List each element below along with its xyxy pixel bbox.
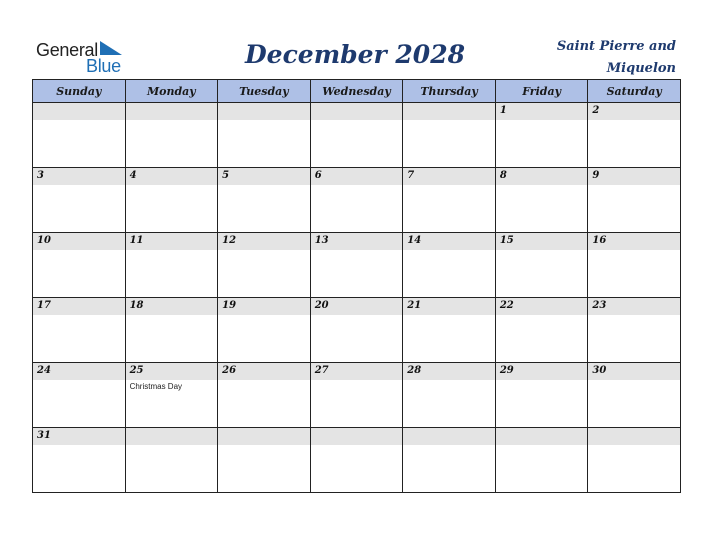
day-header-band [311, 428, 403, 445]
day-cell [588, 428, 681, 493]
day-cell [218, 168, 311, 233]
day-number: 12 [222, 235, 237, 246]
day-number: 24 [37, 365, 51, 376]
day-number: 3 [37, 170, 44, 181]
day-cell [218, 103, 311, 168]
day-cell [588, 233, 681, 298]
day-cell [310, 233, 403, 298]
day-cell [33, 168, 126, 233]
weekday-header: Wednesday [310, 80, 403, 103]
logo-text-blue: Blue [86, 56, 121, 76]
day-number: 25 [129, 365, 144, 376]
day-number: 27 [314, 365, 329, 376]
day-cell [125, 428, 218, 493]
day-number: 17 [37, 300, 51, 311]
day-number: 14 [407, 235, 422, 246]
day-cell [403, 103, 496, 168]
day-header-band [126, 103, 218, 120]
day-cell [125, 103, 218, 168]
day-cell [218, 428, 311, 493]
day-header-band [311, 103, 403, 120]
day-header-band [33, 103, 125, 120]
day-cell [495, 233, 588, 298]
day-number: 11 [129, 235, 144, 246]
day-header-band [496, 168, 588, 185]
day-cell [588, 363, 681, 428]
day-header-band [403, 103, 495, 120]
day-number: 8 [499, 170, 507, 181]
week-row [33, 233, 681, 298]
day-cell [495, 363, 588, 428]
day-cell [310, 168, 403, 233]
day-cell [495, 168, 588, 233]
day-number: 28 [407, 365, 422, 376]
day-cell [33, 363, 126, 428]
day-number: 6 [314, 170, 322, 181]
day-number: 31 [37, 430, 51, 441]
weekday-header: Monday [125, 80, 218, 103]
day-number: 29 [499, 365, 514, 376]
day-number: 7 [407, 170, 415, 181]
day-header-band [218, 428, 310, 445]
holiday-label: Christmas Day [129, 382, 183, 391]
weekday-header: Friday [495, 80, 588, 103]
day-cell [495, 103, 588, 168]
day-header-band [588, 428, 680, 445]
day-header-band [403, 428, 495, 445]
day-number: 4 [129, 170, 137, 181]
day-number: 21 [407, 300, 422, 311]
region-name: Saint Pierre and Miquelon [556, 39, 676, 76]
day-header-band [33, 168, 125, 185]
day-number: 10 [37, 235, 51, 246]
logo-text-general: General [36, 40, 98, 60]
day-cell [218, 298, 311, 363]
week-row [33, 363, 681, 428]
day-header-band [126, 168, 218, 185]
day-cell [33, 233, 126, 298]
week-row [33, 428, 681, 493]
day-cell [125, 168, 218, 233]
calendar-title: December 2028 [244, 40, 465, 69]
day-header-band [588, 103, 680, 120]
day-number: 15 [499, 235, 514, 246]
weekday-header: Saturday [588, 80, 681, 103]
day-cell [588, 168, 681, 233]
day-cell [495, 298, 588, 363]
weekday-header: Thursday [403, 80, 496, 103]
day-cell [218, 363, 311, 428]
day-cell [403, 363, 496, 428]
day-number: 5 [222, 170, 230, 181]
day-number: 23 [592, 300, 607, 311]
day-header-band [403, 168, 495, 185]
day-cell [310, 103, 403, 168]
day-header-band [496, 103, 588, 120]
week-row [33, 298, 681, 363]
day-cell [218, 233, 311, 298]
day-header-band [126, 428, 218, 445]
logo-triangle-icon [100, 41, 122, 55]
day-cell [403, 233, 496, 298]
day-cell [125, 298, 218, 363]
day-header-band [496, 428, 588, 445]
day-cell [310, 298, 403, 363]
day-number: 20 [314, 300, 329, 311]
day-header-band [588, 168, 680, 185]
day-cell [125, 233, 218, 298]
day-cell [33, 103, 126, 168]
day-cell [403, 298, 496, 363]
day-header-band [218, 168, 310, 185]
day-cell [403, 428, 496, 493]
day-number: 22 [499, 300, 514, 311]
day-cell [33, 428, 126, 493]
day-cell [403, 168, 496, 233]
weekday-header: Tuesday [218, 80, 311, 103]
brand-logo [36, 40, 136, 76]
day-header-band [218, 103, 310, 120]
day-cell [588, 298, 681, 363]
weekday-header-row [33, 80, 681, 103]
day-cell [588, 103, 681, 168]
day-cell [125, 363, 218, 428]
week-row [33, 103, 681, 168]
week-row [33, 168, 681, 233]
day-number: 26 [222, 365, 237, 376]
day-cell [310, 428, 403, 493]
weekday-header: Sunday [33, 80, 126, 103]
day-number: 18 [129, 300, 144, 311]
day-number: 19 [222, 300, 237, 311]
day-number: 1 [499, 105, 507, 116]
calendar-grid [32, 79, 681, 493]
day-cell [33, 298, 126, 363]
day-cell [495, 428, 588, 493]
day-number: 2 [592, 105, 600, 116]
day-number: 13 [314, 235, 329, 246]
day-number: 30 [592, 365, 607, 376]
day-number: 16 [592, 235, 607, 246]
day-number: 9 [592, 170, 600, 181]
day-cell [310, 363, 403, 428]
day-header-band [311, 168, 403, 185]
